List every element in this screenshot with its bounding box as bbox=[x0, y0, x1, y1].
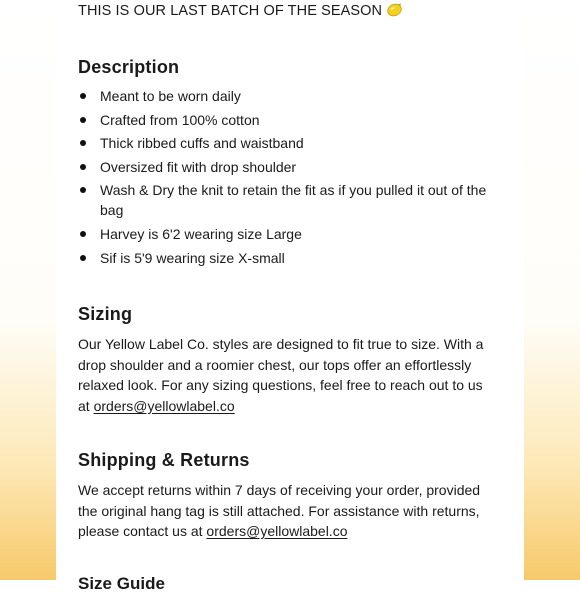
description-list bbox=[78, 86, 488, 271]
description-heading: Description bbox=[78, 57, 180, 77]
description-item bbox=[78, 133, 488, 153]
description-item-text: Crafted from 100% cotton bbox=[100, 111, 260, 128]
description-item bbox=[78, 180, 488, 220]
bullet-icon bbox=[80, 231, 86, 237]
description-item-text: Oversized fit with drop shoulder bbox=[100, 158, 297, 175]
shipping-heading: Shipping & Returns bbox=[78, 450, 250, 470]
sizing-paragraph bbox=[78, 334, 488, 416]
size-guide-heading: Size Guide bbox=[78, 574, 165, 593]
bullet-icon bbox=[80, 117, 86, 123]
description-item bbox=[78, 157, 488, 177]
description-item-text: Thick ribbed cuffs and waistband bbox=[100, 135, 304, 152]
bullet-icon bbox=[80, 187, 86, 193]
shipping-email-link[interactable]: orders@yellowlabel.co bbox=[206, 523, 348, 539]
description-item-text: Meant to be worn daily bbox=[100, 88, 241, 104]
shipping-text: We accept returns within 7 days of receiving your order, provided the original hang tag is still attached. For assistance with returns, please contact us at bbox=[78, 482, 481, 539]
description-item-text: Harvey is 6'2 wearing size Large bbox=[100, 225, 302, 242]
description-item bbox=[78, 86, 488, 106]
bullet-icon bbox=[80, 93, 86, 99]
bullet-icon bbox=[80, 140, 86, 146]
description-item bbox=[78, 248, 488, 268]
sizing-heading: Sizing bbox=[78, 304, 133, 324]
bullet-icon bbox=[80, 164, 86, 170]
lemon-icon bbox=[386, 2, 403, 21]
description-item bbox=[78, 110, 488, 130]
product-details-page bbox=[56, 0, 524, 593]
description-item bbox=[78, 224, 488, 244]
sizing-email-link[interactable]: orders@yellowlabel.co bbox=[93, 397, 235, 414]
bullet-icon bbox=[80, 255, 86, 261]
shipping-paragraph bbox=[78, 480, 488, 542]
description-item-text: Wash & Dry the knit to retain the fit as if you pulled it out of the bag bbox=[100, 182, 487, 219]
season-banner bbox=[78, 2, 403, 21]
sizing-text: Our Yellow Label Co. styles are designed to fit true to size. With a drop shoulder and a roomier chest, our tops offer an effortlessly relaxed look. For any sizing questions, feel free to reach out to us at bbox=[78, 336, 484, 414]
banner-text: THIS IS OUR LAST BATCH OF THE SEASON bbox=[78, 3, 383, 19]
description-item-text: Sif is 5'9 wearing size X-small bbox=[100, 249, 285, 266]
